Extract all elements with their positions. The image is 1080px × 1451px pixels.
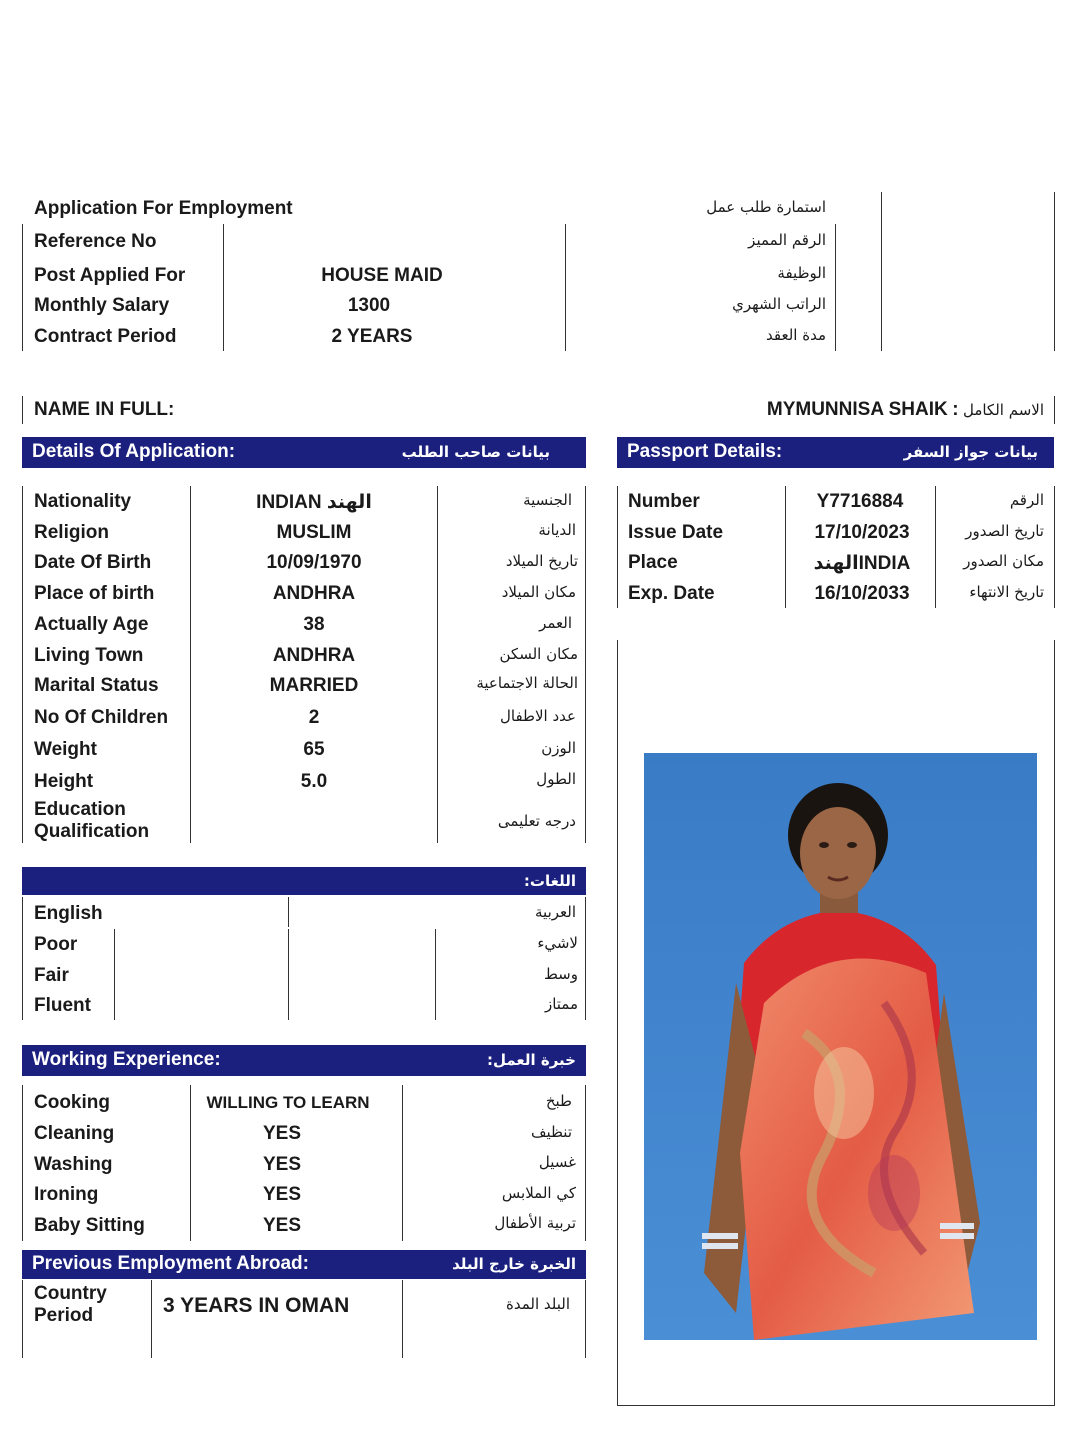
- full-name-separator: :: [952, 399, 959, 420]
- passport-title-ar: بيانات جواز السفر: [903, 443, 1038, 461]
- poor-label: Poor: [34, 934, 78, 955]
- languages-header-bar: [22, 867, 586, 895]
- english-label: English: [34, 903, 103, 924]
- living-town-label: Living Town: [34, 645, 144, 666]
- issue-place-value: الهندINDIA: [813, 553, 911, 574]
- baby-sitting-value: YES: [262, 1215, 302, 1236]
- details-header-bar: [22, 437, 586, 468]
- experience-header-bar: [22, 1045, 586, 1076]
- nationality-label-ar: الجنسية: [523, 491, 572, 509]
- place-of-birth-label: Place of birth: [34, 583, 155, 604]
- ironing-value: YES: [262, 1184, 302, 1205]
- issue-place-label: Place: [628, 552, 678, 573]
- weight-value: 65: [303, 739, 325, 760]
- country-period-label-ar: البلد المدة: [505, 1295, 570, 1313]
- passport-number-value: Y7716884: [816, 491, 904, 512]
- experience-title-ar: خبرة العمل:: [486, 1051, 576, 1069]
- weight-label-ar: الوزن: [541, 739, 576, 757]
- issue-place-label-ar: مكان الصدور: [963, 552, 1044, 570]
- fair-label-ar: وسط: [543, 965, 578, 983]
- contract-period-label: Contract Period: [34, 326, 177, 347]
- post-applied-label-ar: الوظيفة: [777, 264, 826, 282]
- passport-number-label-ar: الرقم: [1009, 491, 1044, 509]
- expiry-date-label-ar: تاريخ الانتهاء: [969, 583, 1044, 601]
- living-town-value: ANDHRA: [272, 645, 356, 666]
- issue-date-value: 17/10/2023: [814, 522, 910, 543]
- baby-sitting-label: Baby Sitting: [34, 1215, 145, 1236]
- cleaning-value: YES: [262, 1123, 302, 1144]
- languages-title-ar: اللغات:: [523, 872, 576, 890]
- country-period-label: [34, 1283, 107, 1327]
- form-title: Application For Employment: [34, 198, 293, 219]
- country-label: Country: [34, 1283, 107, 1304]
- full-name-label-ar: الاسم الكامل: [962, 401, 1044, 419]
- full-name-value: MYMUNNISA SHAIK: [766, 399, 948, 420]
- education-label-line2: Qualification: [34, 821, 150, 842]
- full-name-label: NAME IN FULL:: [34, 399, 175, 420]
- children-label: No Of Children: [34, 707, 169, 728]
- washing-label-ar: غسيل: [538, 1153, 576, 1171]
- post-applied-label: Post Applied For: [34, 265, 186, 286]
- poor-label-ar: لاشيء: [537, 934, 578, 952]
- nationality-value: INDIAN الهند: [256, 492, 372, 513]
- height-label: Height: [34, 771, 94, 792]
- expiry-date-label: Exp. Date: [628, 583, 715, 604]
- issue-date-label-ar: تاريخ الصدور: [965, 522, 1044, 540]
- previous-title-ar: الخبرة خارج البلد: [452, 1255, 576, 1273]
- experience-title: Working Experience:: [32, 1049, 221, 1070]
- applicant-portrait: [644, 753, 1037, 1340]
- place-of-birth-label-ar: مكان الميلاد: [501, 583, 576, 601]
- height-value: 5.0: [300, 771, 328, 792]
- details-title: Details Of Application:: [32, 441, 236, 462]
- arabic-label-ar: العربية: [535, 903, 576, 921]
- nationality-label: Nationality: [34, 491, 132, 512]
- marital-status-value: MARRIED: [269, 675, 359, 696]
- marital-status-label: Marital Status: [34, 675, 159, 696]
- monthly-salary-label: Monthly Salary: [34, 295, 170, 316]
- baby-sitting-label-ar: تربية الأطفال: [494, 1214, 576, 1232]
- living-town-label-ar: مكان السكن: [499, 645, 578, 663]
- period-label: Period: [34, 1305, 94, 1326]
- contract-period-label-ar: مدة العقد: [766, 326, 826, 344]
- age-label-ar: العمر: [539, 614, 572, 632]
- details-title-ar: بيانات صاحب الطلب: [401, 443, 550, 461]
- passport-title: Passport Details:: [627, 441, 783, 462]
- ironing-label-ar: كي الملابس: [501, 1184, 576, 1202]
- full-name-row: [767, 399, 1044, 421]
- post-applied-value: HOUSE MAID: [321, 265, 443, 286]
- ironing-label: Ironing: [34, 1184, 99, 1205]
- education-label-line1: Education: [34, 799, 126, 820]
- cooking-label-ar: طبخ: [545, 1092, 572, 1110]
- age-label: Actually Age: [34, 614, 149, 635]
- cleaning-label: Cleaning: [34, 1123, 115, 1144]
- fluent-label: Fluent: [34, 995, 91, 1016]
- washing-label: Washing: [34, 1154, 113, 1175]
- place-of-birth-value: ANDHRA: [272, 583, 356, 604]
- contract-period-value: 2 YEARS: [331, 326, 413, 347]
- expiry-date-value: 16/10/2033: [814, 583, 910, 604]
- passport-header-bar: [617, 437, 1054, 468]
- applicant-photo: [644, 753, 1037, 1340]
- fair-label: Fair: [34, 965, 69, 986]
- weight-label: Weight: [34, 739, 97, 760]
- washing-value: YES: [262, 1154, 302, 1175]
- children-value: 2: [308, 707, 320, 728]
- cleaning-label-ar: تنظيف: [530, 1123, 572, 1141]
- previous-title: Previous Employment Abroad:: [32, 1253, 309, 1274]
- form-title-ar: استمارة طلب عمل: [706, 198, 826, 216]
- fluent-label-ar: ممتاز: [544, 995, 578, 1013]
- monthly-salary-label-ar: الراتب الشهري: [732, 295, 826, 313]
- monthly-salary-value: 1300: [347, 295, 391, 316]
- passport-number-label: Number: [628, 491, 700, 512]
- previous-header-bar: [22, 1250, 586, 1279]
- religion-label: Religion: [34, 522, 109, 543]
- reference-no-label-ar: الرقم المميز: [748, 231, 826, 249]
- issue-date-label: Issue Date: [628, 522, 724, 543]
- marital-status-label-ar: الحالة الاجتماعية: [476, 674, 578, 692]
- date-of-birth-label-ar: تاريخ الميلاد: [505, 552, 578, 570]
- previous-employment-value: 3 YEARS IN OMAN: [163, 1294, 350, 1317]
- religion-label-ar: الديانة: [538, 521, 576, 539]
- religion-value: MUSLIM: [276, 522, 352, 543]
- cooking-label: Cooking: [34, 1092, 110, 1113]
- children-label-ar: عدد الاطفال: [500, 707, 576, 725]
- age-value: 38: [303, 614, 325, 635]
- date-of-birth-label: Date Of Birth: [34, 552, 152, 573]
- cooking-value: WILLING TO LEARN: [206, 1093, 370, 1112]
- education-label-ar: درجه تعليمى: [497, 812, 576, 830]
- education-label: [34, 799, 149, 843]
- date-of-birth-value: 10/09/1970: [266, 552, 362, 573]
- height-label-ar: الطول: [536, 770, 576, 788]
- reference-no-label: Reference No: [34, 231, 157, 252]
